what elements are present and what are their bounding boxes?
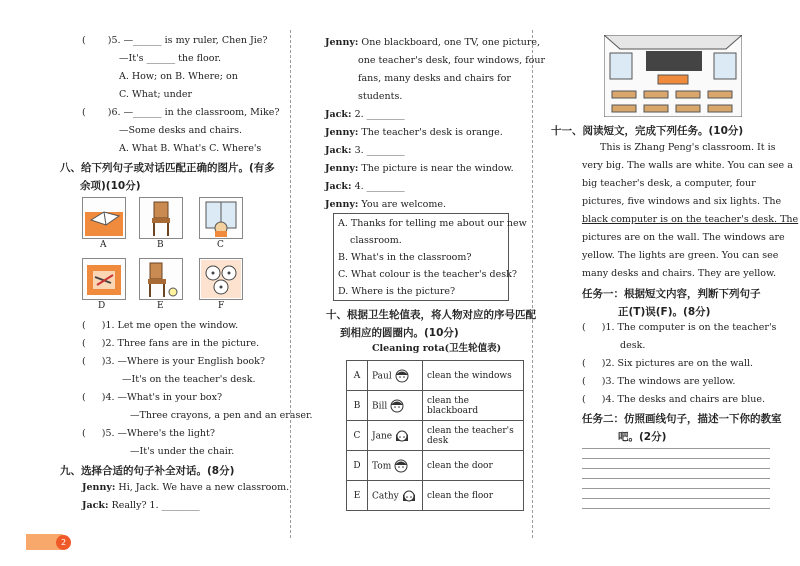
task-1-title-cont: 正(T)误(F)。(8分) [618,306,711,318]
q6-opts: A. What B. What's C. Where's [119,143,262,154]
cleaning-rota-table [346,360,524,511]
column-divider-2 [532,30,533,538]
rota-table-title: Cleaning rota(卫生轮值表) [372,343,502,354]
label-d: D [98,301,106,311]
girl-face-icon [395,429,409,443]
option-b: B. What's in the classroom? [338,252,472,263]
writing-line [582,478,770,479]
dialog-jenny-2-cont1: one teacher's desk, four windows, four [358,55,546,66]
writing-line [582,508,770,509]
table-row: A Paul clean the windows [347,361,524,391]
dialog-jenny-2-cont2: fans, many desks and chairs for [358,73,511,84]
classroom-illustration [604,35,742,117]
q6-stem: —______ in the classroom, Mike? [123,107,280,118]
match-item-1: ( )1. Let me open the window. [82,320,239,331]
passage-line-5: black computer is on the teacher's desk. The [582,214,799,225]
dialog-line-jenny-1: Jenny: Hi, Jack. We have a new classroom. [82,482,290,493]
match-item-2: ( )2. Three fans are in the picture. [82,338,260,349]
match-item-3: ( )3. —Where is your English book? [82,356,266,367]
label-c: C [217,240,224,250]
picture-f-fans [199,258,243,300]
section-9-title: 九、选择合适的句子补全对话。(8分) [60,465,235,477]
task-1-title: 任务一：根据短文内容，判断下列句子 [582,288,761,300]
passage-line-2: very big. The walls are white. You can see a [582,160,793,171]
table-row: C Jane clean the teacher's desk [347,421,524,451]
page-number: 2 [56,535,71,550]
writing-line [582,448,770,449]
q6-line: ( )6. —______ in the classroom, Mike? [82,107,280,118]
girl-face-icon [402,489,416,503]
label-f: F [218,301,225,311]
match-item-5-reply: —It's under the chair. [130,446,235,457]
picture-b-chair [139,197,183,239]
option-c: C. What colour is the teacher's desk? [338,269,517,280]
picture-a-book [82,197,126,239]
dialog-jack-4: Jack: 4. ________ [325,181,405,192]
passage-line-4: pictures, five windows and six lights. The [582,196,782,207]
dialog-jenny-5: Jenny: You are welcome. [325,199,447,210]
match-item-3-reply: —It's on the teacher's desk. [122,374,256,385]
table-row: B Bill clean the blackboard [347,391,524,421]
writing-line [582,488,770,489]
label-b: B [157,240,164,250]
section-8-title: 八、给下列句子或对话匹配正确的图片。(有多 [60,162,275,174]
boy-face-icon [395,369,409,383]
option-a-cont: classroom. [350,235,402,246]
writing-line [582,498,770,499]
section-11-title: 十一、阅读短文，完成下列任务。(10分) [551,125,744,137]
task-2-title-cont: 吧。(2分) [618,431,667,443]
q5-opt-c: C. What; under [119,89,193,100]
dialog-jenny-3: Jenny: The teacher's desk is orange. [325,127,503,138]
q5-line2: —It's ______ the floor. [119,53,221,64]
dialog-jenny-2-cont3: students. [358,91,403,102]
dialog-line-jack-1: Jack: Really? 1. ________ [82,500,200,511]
passage-line-6: pictures are on the wall. The windows are [582,232,785,243]
picture-e-chair-light [139,258,183,300]
tf-item-2: ( )2. Six pictures are on the wall. [582,358,754,369]
match-item-4: ( )4. —What's in your box? [82,392,223,403]
label-e: E [157,301,164,311]
q6-line2: —Some desks and chairs. [119,125,243,136]
dialog-jack-2: Jack: 2. ________ [325,109,405,120]
dialog-jack-3: Jack: 3. ________ [325,145,405,156]
q5-stem: —______ is my ruler, Chen Jie? [123,35,268,46]
passage-line-8: many desks and chairs. They are yellow. [582,268,777,279]
passage-line-1: This is Zhang Peng's classroom. It is [600,142,776,153]
passage-line-7: yellow. The lights are green. You can see [582,250,779,261]
column-divider-1 [290,30,291,538]
picture-d-box [82,258,126,300]
section-10-title-cont: 到相应的圆圈内。(10分) [340,327,459,339]
match-item-5: ( )5. —Where's the light? [82,428,215,439]
label-a: A [100,240,107,250]
match-item-4-reply: —Three crayons, a pen and an eraser. [130,410,313,421]
boy-face-icon [390,399,404,413]
writing-line [582,468,770,469]
tf-item-4: ( )4. The desks and chairs are blue. [582,394,766,405]
dialog-jenny-4: Jenny: The picture is near the window. [325,163,514,174]
boy-face-icon [394,459,408,473]
table-row: E Cathy clean the floor [347,481,524,511]
section-10-title: 十、根据卫生轮值表，将人物对应的序号匹配 [326,309,536,321]
task-2-title: 任务二：仿照画线句子，描述一下你的教室 [582,413,782,425]
q5-line: ( )5. —______ is my ruler, Chen Jie? [82,35,268,46]
section-8-title-cont: 余项)(10分) [80,180,141,192]
option-d: D. Where is the picture? [338,286,456,297]
table-row: D Tom clean the door [347,451,524,481]
picture-c-window [199,197,243,239]
option-a: A. Thanks for telling me about our new [338,218,527,229]
tf-item-3: ( )3. The windows are yellow. [582,376,736,387]
q5-opts: A. How; on B. Where; on [119,71,238,82]
dialog-jenny-2: Jenny: One blackboard, one TV, one picture, [325,37,541,48]
tf-item-1-cont: desk. [620,340,646,351]
tf-item-1: ( )1. The computer is on the teacher's [582,322,777,333]
writing-line [582,458,770,459]
passage-line-3: big teacher's desk, a computer, four [582,178,756,189]
